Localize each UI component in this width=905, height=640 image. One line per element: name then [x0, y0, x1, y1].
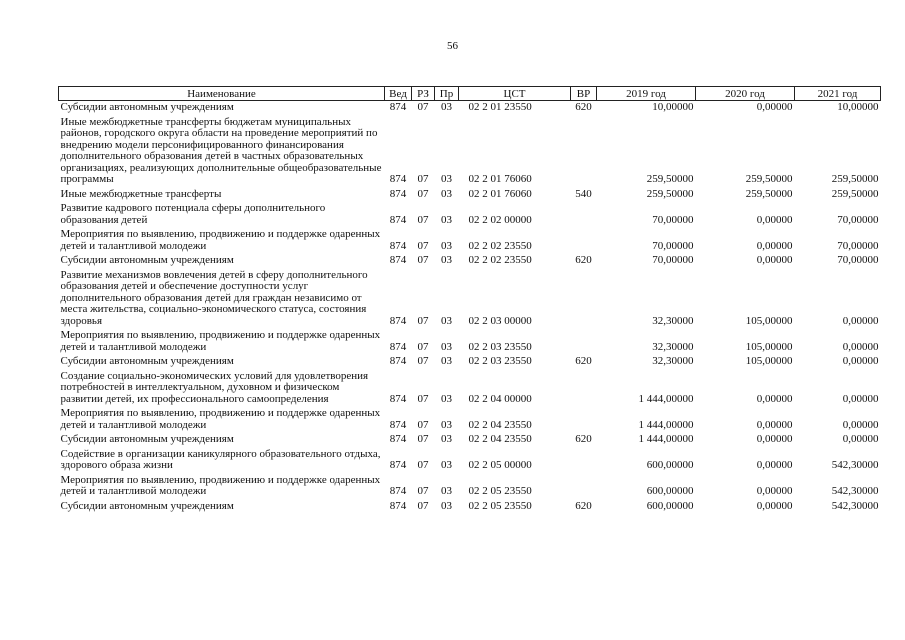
header-vr: ВР — [571, 87, 597, 101]
row-ved: 874 — [389, 101, 407, 113]
table-row — [59, 433, 881, 448]
row-pr: 03 — [441, 485, 452, 497]
row-name: Иные межбюджетные трансферты бюджетам муниципальных районов, городского округа области на проведение мероприятий по внедрению модели персонифицированного финансирования дополнительного образования детей в частных образовательных организациях, реализующих дополнительные общеобразовательные программы — [60, 115, 382, 185]
row-2019: 1 444,00000 — [638, 392, 694, 405]
row-2020: 0,00000 — [756, 485, 793, 497]
row-2021: 0,00000 — [842, 433, 879, 445]
row-2019: 70,00000 — [652, 239, 694, 252]
row-2020: 0,00000 — [756, 433, 793, 445]
row-2019: 32,30000 — [652, 314, 694, 327]
table-row — [59, 101, 881, 116]
row-2020: 0,00000 — [756, 254, 793, 266]
table-row — [59, 254, 881, 269]
row-rz: 07 — [417, 340, 429, 353]
row-vr: 620 — [575, 499, 592, 512]
row-pr: 03 — [441, 254, 452, 266]
row-ved: 874 — [389, 355, 407, 367]
table-row — [59, 228, 881, 254]
row-rz: 07 — [417, 239, 429, 252]
row-ved: 874 — [389, 418, 407, 431]
row-ved: 874 — [389, 499, 407, 512]
row-vr — [571, 116, 597, 188]
row-pr: 03 — [441, 340, 452, 353]
row-pr: 03 — [441, 499, 452, 512]
row-2019: 600,00000 — [646, 485, 694, 497]
row-ved: 874 — [389, 485, 407, 497]
row-ved: 874 — [389, 433, 407, 445]
row-name: Мероприятия по выявлению, продвижению и поддержке одаренных детей и талантливой молодежи — [60, 473, 381, 497]
row-2020: 259,50000 — [745, 173, 793, 185]
row-2019: 70,00000 — [652, 213, 694, 226]
row-2019: 32,30000 — [652, 355, 694, 367]
row-cst: 02 2 02 00000 — [468, 213, 532, 226]
table-header-row — [59, 87, 881, 101]
row-2021: 542,30000 — [831, 499, 879, 512]
row-rz: 07 — [417, 392, 429, 405]
row-rz: 07 — [417, 355, 429, 367]
row-2020: 259,50000 — [745, 187, 793, 200]
row-2020: 0,00000 — [756, 213, 793, 226]
row-2020: 0,00000 — [756, 101, 793, 113]
row-vr — [571, 370, 597, 408]
row-2019: 600,00000 — [646, 499, 694, 512]
row-2021: 0,00000 — [842, 355, 879, 367]
table-row — [59, 500, 881, 515]
header-rz: РЗ — [412, 87, 435, 101]
row-vr — [571, 448, 597, 474]
row-pr: 03 — [441, 213, 452, 226]
row-cst: 02 2 03 00000 — [468, 314, 532, 327]
row-2020: 0,00000 — [756, 499, 793, 512]
row-name: Иные межбюджетные трансферты — [60, 187, 222, 200]
row-2021: 70,00000 — [837, 254, 879, 266]
row-2021: 0,00000 — [842, 340, 879, 353]
header-name: Наименование — [59, 87, 385, 101]
row-ved: 874 — [389, 459, 407, 471]
row-2021: 10,00000 — [837, 101, 879, 113]
row-vr: 620 — [575, 101, 592, 113]
row-name: Мероприятия по выявлению, продвижению и поддержке одаренных детей и талантливой молодежи — [60, 407, 381, 431]
row-2020: 0,00000 — [756, 418, 793, 431]
row-2019: 1 444,00000 — [638, 418, 694, 431]
table-row — [59, 407, 881, 433]
row-ved: 874 — [389, 392, 407, 405]
row-2020: 105,00000 — [745, 340, 793, 353]
row-ved: 874 — [389, 340, 407, 353]
row-ved: 874 — [389, 213, 407, 226]
row-rz: 07 — [417, 101, 429, 113]
row-pr: 03 — [441, 459, 452, 471]
table-row — [59, 474, 881, 500]
row-2019: 259,50000 — [646, 187, 694, 200]
row-pr: 03 — [441, 392, 452, 405]
header-ved: Вед — [385, 87, 412, 101]
table-row — [59, 355, 881, 370]
row-name: Содействие в организации каникулярного образовательного отдыха, здорового образа жизни — [60, 447, 381, 471]
row-2020: 105,00000 — [745, 314, 793, 327]
row-ved: 874 — [389, 314, 407, 327]
row-2019: 32,30000 — [652, 340, 694, 353]
row-name: Субсидии автономным учреждениям — [60, 499, 234, 512]
table-row — [59, 116, 881, 188]
row-pr: 03 — [441, 418, 452, 431]
row-2020: 0,00000 — [756, 392, 793, 405]
row-2020: 105,00000 — [745, 355, 793, 367]
row-2021: 0,00000 — [842, 314, 879, 327]
row-name: Субсидии автономным учреждениям — [60, 101, 234, 113]
row-vr — [571, 269, 597, 330]
row-ved: 874 — [389, 254, 407, 266]
row-rz: 07 — [417, 213, 429, 226]
row-2021: 542,30000 — [831, 485, 879, 497]
row-name: Мероприятия по выявлению, продвижению и поддержке одаренных детей и талантливой молодежи — [60, 329, 381, 353]
table-row — [59, 329, 881, 355]
row-ved: 874 — [389, 187, 407, 200]
row-cst: 02 2 04 23550 — [468, 418, 532, 431]
row-cst: 02 2 03 23550 — [468, 355, 532, 367]
row-vr: 540 — [575, 187, 592, 200]
row-vr — [571, 474, 597, 500]
row-2019: 259,50000 — [646, 173, 694, 185]
row-rz: 07 — [417, 499, 429, 512]
row-2021: 259,50000 — [831, 187, 879, 200]
header-2019: 2019 год — [597, 87, 696, 101]
row-cst: 02 2 05 23550 — [468, 499, 532, 512]
row-ved: 874 — [389, 239, 407, 252]
row-cst: 02 2 04 00000 — [468, 392, 532, 405]
row-2021: 70,00000 — [837, 239, 879, 252]
row-vr: 620 — [575, 433, 592, 445]
row-cst: 02 2 04 23550 — [468, 433, 532, 445]
row-rz: 07 — [417, 459, 429, 471]
row-cst: 02 2 02 23550 — [468, 254, 532, 266]
row-cst: 02 2 01 23550 — [468, 101, 532, 113]
table-row — [59, 370, 881, 408]
row-rz: 07 — [417, 254, 429, 266]
row-2019: 10,00000 — [652, 101, 694, 113]
row-name: Субсидии автономным учреждениям — [60, 254, 234, 266]
row-cst: 02 2 03 23550 — [468, 340, 532, 353]
row-cst: 02 2 02 23550 — [468, 239, 532, 252]
page-number: 56 — [447, 40, 458, 52]
table-row — [59, 448, 881, 474]
row-rz: 07 — [417, 314, 429, 327]
row-2021: 0,00000 — [842, 418, 879, 431]
row-2020: 0,00000 — [756, 239, 793, 252]
table-row — [59, 202, 881, 228]
row-vr: 620 — [575, 254, 592, 266]
table-row — [59, 269, 881, 330]
row-name: Создание социально-экономических условий для удовлетворения потребностей в интеллектуальном, духовном и физическом развитии детей, их профессионального самоопределения — [60, 369, 369, 405]
row-rz: 07 — [417, 418, 429, 431]
row-pr: 03 — [441, 101, 452, 113]
header-2021: 2021 год — [795, 87, 881, 101]
row-vr — [571, 228, 597, 254]
row-name: Мероприятия по выявлению, продвижению и поддержке одаренных детей и талантливой молодежи — [60, 228, 381, 252]
row-pr: 03 — [441, 355, 452, 367]
row-vr — [571, 407, 597, 433]
table-row — [59, 188, 881, 203]
row-rz: 07 — [417, 485, 429, 497]
row-pr: 03 — [441, 187, 452, 200]
header-2020: 2020 год — [696, 87, 795, 101]
row-2020: 0,00000 — [756, 459, 793, 471]
table-body — [59, 101, 881, 515]
row-vr: 620 — [575, 355, 592, 367]
row-2021: 542,30000 — [831, 459, 879, 471]
row-2021: 70,00000 — [837, 213, 879, 226]
row-cst: 02 2 05 00000 — [468, 459, 532, 471]
row-2021: 259,50000 — [831, 173, 879, 185]
row-vr — [571, 329, 597, 355]
header-cst: ЦСТ — [459, 87, 571, 101]
row-2019: 1 444,00000 — [638, 433, 694, 445]
row-name: Развитие кадрового потенциала сферы дополнительного образования детей — [60, 202, 326, 226]
row-2021: 0,00000 — [842, 392, 879, 405]
row-name: Субсидии автономным учреждениям — [60, 433, 234, 445]
row-name: Субсидии автономным учреждениям — [60, 355, 234, 367]
row-cst: 02 2 05 23550 — [468, 485, 532, 497]
row-cst: 02 2 01 76060 — [468, 173, 532, 185]
row-name: Развитие механизмов вовлечения детей в сферу дополнительного образования детей и обеспечение доступности услуг дополнительного образования детей для граждан независимо от места жительства, социально-экономического статуса, состояния здоровья — [60, 268, 368, 327]
row-2019: 600,00000 — [646, 459, 694, 471]
row-cst: 02 2 01 76060 — [468, 187, 532, 200]
row-ved: 874 — [389, 173, 407, 185]
row-rz: 07 — [417, 433, 429, 445]
row-pr: 03 — [441, 433, 452, 445]
row-pr: 03 — [441, 239, 452, 252]
row-rz: 07 — [417, 173, 429, 185]
row-pr: 03 — [441, 173, 452, 185]
budget-table — [58, 86, 881, 514]
header-pr: Пр — [435, 87, 459, 101]
row-2019: 70,00000 — [652, 254, 694, 266]
row-pr: 03 — [441, 314, 452, 327]
row-rz: 07 — [417, 187, 429, 200]
row-vr — [571, 202, 597, 228]
